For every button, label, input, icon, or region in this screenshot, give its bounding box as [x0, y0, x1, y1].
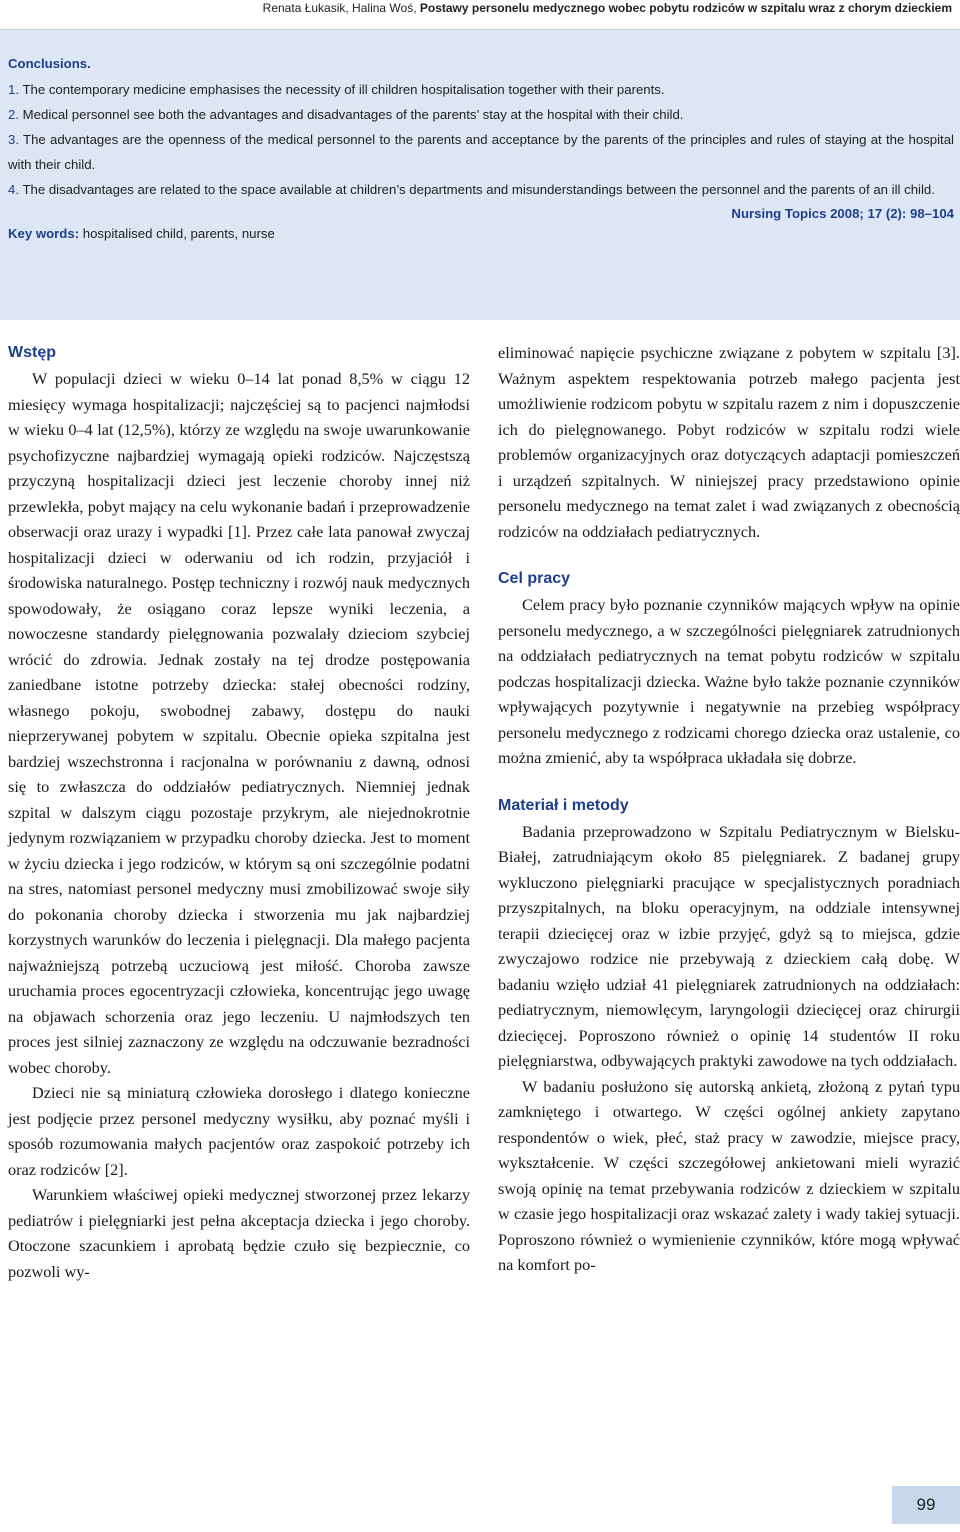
conclusion-text: The advantages are the openness of the medical personnel to the parents and acceptance by the parents of the principles and rules of staying at the hospital with their child. [8, 132, 954, 172]
running-head-authors: Renata Łukasik, Halina Woś, [262, 1, 417, 15]
conclusion-text: Medical personnel see both the advantages and disadvantages of the parents’ stay at the hospital with their child. [22, 107, 684, 122]
section-heading-methods: Materiał i metody [498, 796, 629, 814]
left-column [8, 340, 470, 1284]
conclusion-number: 3. [8, 132, 19, 147]
paragraph: Celem pracy było poznanie czynników mających wpływ na opinie personelu medycznego, a w szczególności pielęgniarek zatrudnionych na oddziałach pediatrycznych na temat pobytu rodziców w szpitalu podczas hospitalizacji dziecka. Ważne było także poznanie czynników wpływających pozytywnie i negatywnie na przebieg współpracy personelu medycznego z rodzicami chorego dziecka oraz ustalenie, co można zmienić, aby ta współpraca układała się dobrze. [498, 595, 960, 767]
keywords-label: Key words: [8, 226, 80, 241]
conclusion-number: 1. [8, 82, 19, 97]
paragraph: W badaniu posłużono się autorską ankietą, złożoną z pytań typu zamkniętego i otwartego. W części ogólnej ankiety zapytano respondentów o wiek, płeć, staż pracy w zawodzie, miejsce pracy, wykształcenie. W części szczegółowej ankietowani mieli wyrazić swoją opinię na temat przebywania rodziców z dzieckiem w szpitalu w czasie jego hospitalizacji oraz wskazać zalety i wady takiej sytuacji. Poproszono również o wymienienie czynników, które mogą wpływać na komfort po- [498, 1076, 960, 1274]
conclusions-heading: Conclusions. [8, 56, 91, 71]
paragraph: W populacji dzieci w wieku 0–14 lat ponad 8,5% w ciągu 12 miesięcy wymaga hospitalizacji; najczęściej są to pacjenci najmłodsi w wieku 0–4 lat (12,5%), którzy ze względu na swoje uwarunkowanie psychofizyczne najbardziej wymagają opieki rodziców. Najczęstszą przyczyną hospitalizacji dzieci jest leczenie choroby innej niż przewlekła, pobyt mający na celu wykonanie badań i przeprowadzenie obserwacji oraz urazy i wypadki [1]. Przez całe lata panował zwyczaj hospitalizacji dzieci w oderwaniu od ich rodzin, przyjaciół i środowiska naturalnego. Postęp techniczny i rozwój nauk medycznych spowodowały, że osiągano coraz lepsze wyniki leczenia, a nowoczesne standardy pielęgnowania pozwalały dzieciom szybciej wrócić do zdrowia. Jednak zostały na tej drodze postępowania zaniedbane istotne potrzeby dziecka: stałej obecności rodziny, własnego pokoju, swobodnej zabawy, dostępu do nauki nieprzerywanej pobytem w szpitalu. Obecnie opieka szpitalna jest bardziej wszechstronna i racjonalna w porównaniu z dawną, odnosi się to zwłaszcza do oddziałów pediatrycznych. Niemniej jednak szpital w dalszym ciągu pozostaje przykrym, ale niejednokrotnie jedynym rozwiązaniem w przypadku choroby dziecka. Jest to moment w życiu dziecka i jego rodziców, w którym są oni szczególnie podatni na stres, natomiast personel medyczny musi zmobilizować swoje siły do pokonania choroby dziecka i stworzenia mu jak najbardziej korzystnych warunków do leczenia i pielęgnacji. Dla małego pacjenta najważniejszą potrzebą uczuciową jest miłość. Choroba zawsze uruchamia proces egocentryzacji człowieka, koncentrując jego uwagę na objawach schorzenia oraz jego leczeniu. U najmłodszych ten proces jest silniej zaznaczony ze względu na odczuwanie bezradności wobec choroby. [8, 369, 470, 1077]
paragraph: eliminować napięcie psychiczne związane z pobytem w szpitalu [3]. Ważnym aspektem respektowania potrzeb małego pacjenta jest umożliwienie rodzicom pobytu w szpitalu razem z nim i dopuszczenie ich do pielęgnowanego. Pobyt rodziców w szpitalu rodzi wiele problemów organizacyjnych oraz dotyczących adaptacji pomieszczeń i urządzeń szpitalnych. W niniejszej pracy przedstawiono opinie personelu medycznego na temat zalet i wad związanych z obecnością rodziców na oddziałach pediatrycznych. [498, 343, 960, 541]
conclusion-item [8, 127, 954, 177]
paragraph: Warunkiem właściwej opieki medycznej stworzonej przez lekarzy pediatrów i pielęgniarki jest pełna akceptacja dziecka i jego choroby. Otoczone szacunkiem i aprobatą będzie czuło się bezpiecznie, co pozwoli wy- [8, 1185, 470, 1281]
section-heading-introduction: Wstęp [8, 344, 56, 361]
paragraph: Badania przeprowadzono w Szpitalu Pediatrycznym w Bielsku-Białej, zatrudniającym około 85 pielęgniarek. Z badanej grupy wykluczono pielęgniarki pracujące w specjalistycznych poradniach przyszpitalnych, na bloku operacyjnym, na oddziale intensywnej terapii dziecięcej oraz w izbie przyjęć, gdyż są to miejsca, gdzie zwyczajowo rodzice nie przebywają z dzieckiem całą dobę. W badaniu wzięło udział 41 pielęgniarek zatrudnionych na oddziałach: pediatrycznym, niemowlęcym, laryngologii dziecięcej oraz chirurgii dziecięcej. Poproszono również o opinię 14 studentów II roku pielęgniarstwa, odbywających praktyki zawodowe na tych oddziałach. [498, 821, 960, 1070]
right-column [498, 340, 960, 1278]
journal-citation: Nursing Topics 2008; 17 (2): 98–104 [731, 206, 954, 221]
conclusions-list [8, 77, 954, 202]
page-number: 99 [892, 1486, 960, 1524]
running-head-title: Postawy personelu medycznego wobec pobytu rodziców w szpitalu wraz z chorym dzieckiem [419, 1, 952, 15]
keywords-text: hospitalised child, parents, nurse [82, 226, 275, 241]
conclusion-text: The contemporary medicine emphasises the necessity of ill children hospitalisation together with their parents. [22, 82, 665, 97]
conclusion-number: 4. [8, 182, 19, 197]
conclusion-item [8, 102, 954, 127]
abstract-box [0, 30, 960, 320]
conclusion-item [8, 77, 954, 102]
conclusion-number: 2. [8, 107, 19, 122]
paragraph: Dzieci nie są miniaturą człowieka dorosłego i dlatego konieczne jest podjęcie przez personel medyczny wysiłku, aby poznać myśli i sposób rozumowania małych pacjentów oraz zaspokoić potrzeby ich oraz rodziców [2]. [8, 1083, 470, 1179]
conclusion-text: The disadvantages are related to the space available at children’s departments and misunderstandings between the personnel and the parents of an ill child. [22, 182, 935, 197]
keywords [8, 223, 954, 245]
conclusion-item [8, 177, 954, 202]
section-heading-aim: Cel pracy [498, 570, 571, 587]
running-head [0, 0, 960, 30]
